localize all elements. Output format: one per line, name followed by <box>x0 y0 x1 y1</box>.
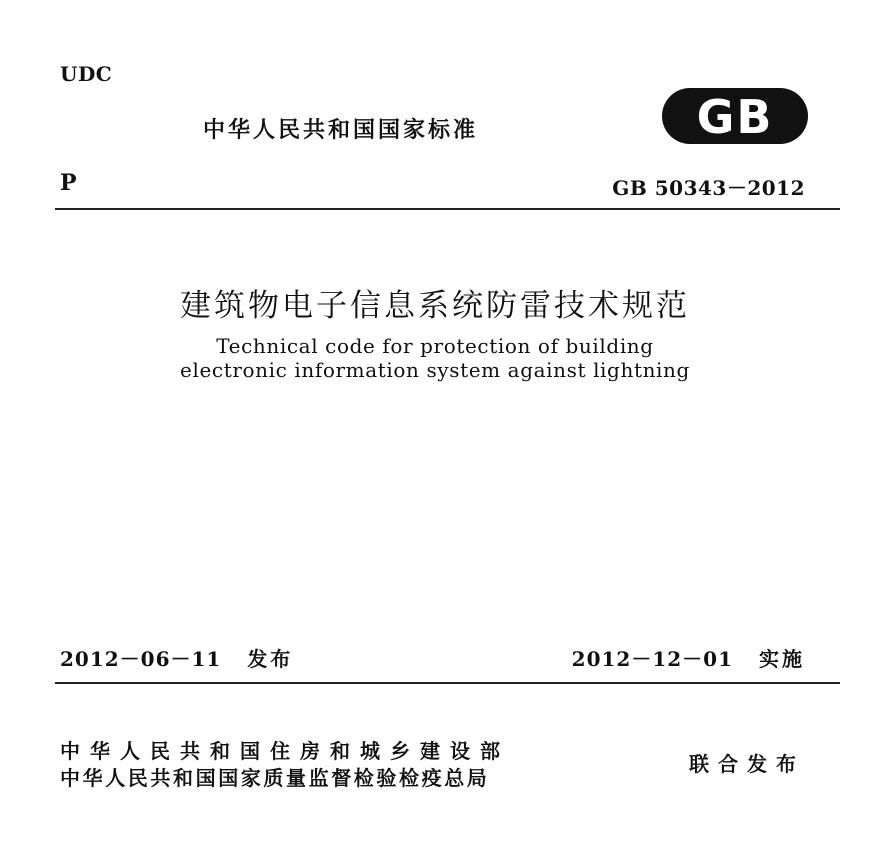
effective-date: 2012－12－01 <box>571 647 733 671</box>
title-chinese: 建筑物电子信息系统防雷技术规范 <box>180 288 690 324</box>
issuer-line2: 中华人民共和国国家质量监督检验检疫总局 <box>60 766 490 790</box>
effective-label: 实施 <box>759 647 805 671</box>
issue-date-row <box>60 643 293 672</box>
issue-date: 2012－06－11 <box>60 647 222 671</box>
top-divider <box>55 208 840 210</box>
issuer-line1: 中华人民共和国住房和城乡建设部 <box>60 739 510 763</box>
effective-date-row <box>572 643 805 672</box>
joint-issue-label: 联合发布 <box>689 752 805 776</box>
issue-label: 发布 <box>247 647 294 671</box>
bottom-divider <box>55 682 840 684</box>
title-english-line1: Technical code for protection of building <box>216 334 654 358</box>
classification-code: P <box>60 170 77 196</box>
udc-label: UDC <box>60 62 113 86</box>
gb-logo <box>660 86 810 146</box>
standard-name: 中华人民共和国国家标准 <box>203 118 479 143</box>
title-english-line2: electronic information system against lightning <box>180 358 690 382</box>
gb-logo-text: GB <box>696 90 774 144</box>
standard-code: GB 50343－2012 <box>612 176 805 200</box>
